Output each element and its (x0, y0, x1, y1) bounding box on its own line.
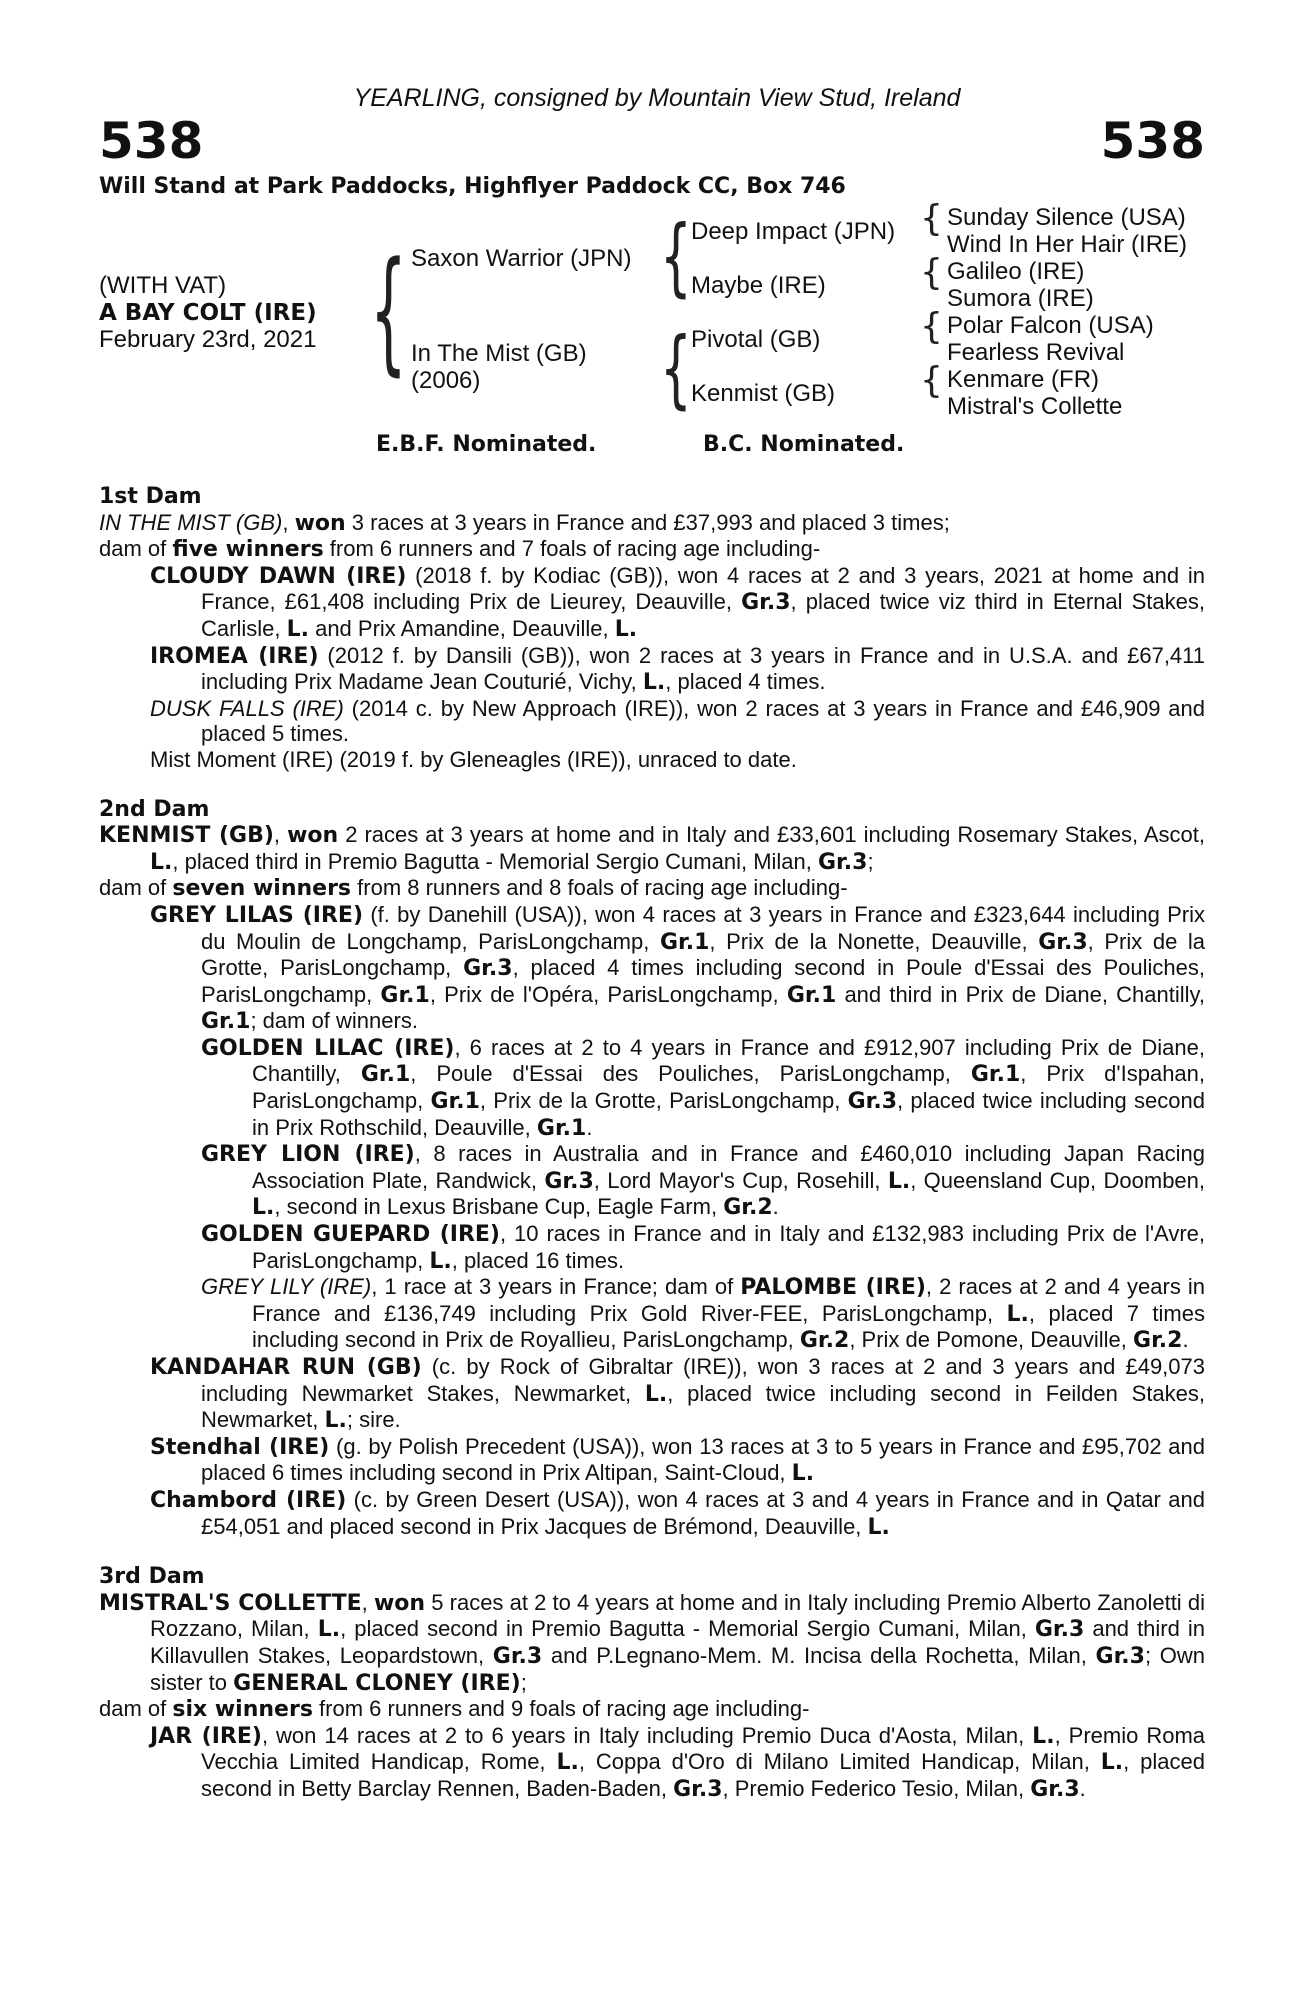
dam-brace: { (660, 319, 692, 418)
third-dam-intro: MISTRAL'S COLLETTE, won 5 races at 2 to 4 years at home and in Italy including Premio Alberto Zanoletti di Rozzano, Milan, L., placed second in Premio Bagutta - Memorial Sergio Cumani, Milan, Gr.3 and third in Killavullen Stakes, Leopardstown, Gr.3 and P.Legnano-Mem. M. Incisa della Rochetta, Milan, Gr.3; Own sister to GENERAL CLONEY (IRE); (99, 1589, 1206, 1696)
ped-ddd: Mistral's Collette (947, 393, 1123, 420)
ped-ssd: Wind In Her Hair (IRE) (947, 231, 1188, 258)
progeny-entry: CLOUDY DAWN (IRE) (2018 f. by Kodiac (GB)), won 4 races at 2 and 3 years, 2021 at home and in France, £61,408 including Prix de Lieurey, Deauville, Gr.3, placed twice viz third in Eternal Stakes, Carlisle, L. and Prix Amandine, Deauville, L. (150, 562, 1205, 642)
ped-dss: Polar Falcon (USA) (947, 312, 1154, 339)
catalogue-body (99, 484, 1205, 1803)
dam-year: (2006) (411, 367, 481, 394)
lot-number-left: 538 (99, 112, 204, 170)
ped-sss: Sunday Silence (USA) (947, 204, 1186, 231)
dam-sire: Pivotal (GB) (691, 326, 821, 353)
sire-sire: Deep Impact (JPN) (691, 218, 896, 245)
lot-name: A BAY COLT (IRE) (99, 300, 317, 326)
dam-name: In The Mist (GB) (411, 340, 587, 367)
sire-brace: { (660, 207, 692, 306)
ped-dds: Kenmare (FR) (947, 366, 1100, 393)
grand-progeny-entry: GREY LION (IRE), 8 races in Australia and in France and £460,010 including Japan Racing Association Plate, Randwick, Gr.3, Lord Mayor's Cup, Rosehill, L., Queensland Cup, Doomben, L., second in Lexus Brisbane Cup, Eagle Farm, Gr.2. (201, 1141, 1206, 1221)
bc-nomination: B.C. Nominated. (703, 432, 905, 457)
ped-sds: Galileo (IRE) (947, 258, 1085, 285)
sire-name: Saxon Warrior (JPN) (411, 245, 632, 272)
sire-dam: Maybe (IRE) (691, 272, 826, 299)
progeny-entry: Stendhal (IRE) (g. by Polish Precedent (USA)), won 13 races at 3 to 5 years in France and £95,702 and placed 6 times including second in Prix Altipan, Saint-Cloud, L. (150, 1433, 1205, 1487)
ebf-nomination: E.B.F. Nominated. (376, 432, 597, 457)
progeny-entry: Chambord (IRE) (c. by Green Desert (USA)), won 4 races at 3 and 4 years in France and in Qatar and £54,051 and placed second in Prix Jacques de Brémond, Deauville, L. (150, 1486, 1205, 1540)
progeny-entry: JAR (IRE), won 14 races at 2 to 6 years in Italy including Premio Duca d'Aosta, Milan, L., Premio Roma Vecchia Limited Handicap, Rome, L., Coppa d'Oro di Milano Limited Handicap, Milan, L., placed second in Betty Barclay Rennen, Baden-Baden, Gr.3, Premio Federico Tesio, Milan, Gr.3. (150, 1722, 1206, 1802)
second-dam-heading: 2nd Dam (99, 796, 210, 822)
vat-note: (WITH VAT) (99, 272, 227, 299)
first-dam-intro: IN THE MIST (GB), won 3 races at 3 years in France and £37,993 and placed 3 times; (99, 509, 950, 536)
pedigree-brace: { (370, 232, 407, 389)
progeny-entry: Mist Moment (IRE) (2019 f. by Gleneagles (IRE)), unraced to date. (150, 746, 797, 772)
first-dam-heading: 1st Dam (99, 484, 202, 509)
brace-3: { (920, 306, 943, 347)
ped-dsd: Fearless Revival (947, 339, 1125, 366)
progeny-entry: KANDAHAR RUN (GB) (c. by Rock of Gibraltar (IRE)), won 3 races at 2 and 3 years and £49,073 including Newmarket Stakes, Newmarket, L., placed twice including second in Feilden Stakes, Newmarket, L.; sire. (150, 1354, 1206, 1434)
grand-progeny-entry: GOLDEN GUEPARD (IRE), 10 races in France and in Italy and £132,983 including Prix de l'Avre, ParisLongchamp, L., placed 16 times. (201, 1221, 1205, 1274)
ped-sdd: Sumora (IRE) (947, 285, 1094, 312)
foaling-date: February 23rd, 2021 (99, 326, 317, 353)
progeny-entry: DUSK FALLS (IRE) (2014 c. by New Approach (IRE)), won 2 races at 3 years in France and £46,909 and placed 5 times. (150, 695, 1205, 747)
third-dam-dam-of: dam of six winners from 6 runners and 9 foals of racing age including- (99, 1696, 810, 1723)
brace-4: { (920, 360, 943, 401)
consignment-line: YEARLING, consigned by Mountain View Stud, Ireland (353, 84, 961, 112)
stand-location: Will Stand at Park Paddocks, Highflyer Paddock CC, Box 746 (99, 174, 846, 199)
second-dam-dam-of: dam of seven winners from 8 runners and 8 foals of racing age including- (99, 875, 848, 902)
progeny-entry: IROMEA (IRE) (2012 f. by Dansili (GB)), won 2 races at 3 years in France and in U.S.A. and £67,411 including Prix Madame Jean Couturié, Vichy, L., placed 4 times. (150, 642, 1206, 696)
second-dam-intro: KENMIST (GB), won 2 races at 3 years at home and in Italy and £33,601 including Rosemary Stakes, Ascot, L., placed third in Premio Bagutta - Memorial Sergio Cumani, Milan, Gr.3; (99, 822, 1206, 875)
brace-2: { (920, 252, 943, 293)
dam-dam: Kenmist (GB) (691, 380, 836, 407)
third-dam-heading: 3rd Dam (99, 1564, 205, 1590)
lot-number-right: 538 (1100, 112, 1205, 170)
grand-progeny-entry: GREY LILY (IRE), 1 race at 3 years in France; dam of PALOMBE (IRE), 2 races at 2 and 4 years in France and £136,749 including Prix Gold River-FEE, ParisLongchamp, L., placed 7 times including second in Prix de Royallieu, ParisLongchamp, Gr.2, Prix de Pomone, Deauville, Gr.2. (201, 1274, 1206, 1354)
progeny-entry: GREY LILAS (IRE) (f. by Danehill (USA)), won 4 races at 3 years in France and £323,644 including Prix du Moulin de Longchamp, ParisLongchamp, Gr.1, Prix de la Nonette, Deauville, Gr.3, Prix de la Grotte, ParisLongchamp, Gr.3, placed 4 times including second in Poule d'Essai des Pouliches, ParisLongchamp, Gr.1, Prix de l'Opéra, ParisLongchamp, Gr.1 and third in Prix de Diane, Chantilly, Gr.1; dam of winners. (150, 901, 1206, 1035)
brace-1: { (920, 198, 943, 239)
grand-progeny-entry: GOLDEN LILAC (IRE), 6 races at 2 to 4 years in France and £912,907 including Prix de Diane, Chantilly, Gr.1, Poule d'Essai des Pouliches, ParisLongchamp, Gr.1, Prix d'Ispahan, ParisLongchamp, Gr.1, Prix de la Grotte, ParisLongchamp, Gr.3, placed twice including second in Prix Rothschild, Deauville, Gr.1. (201, 1034, 1206, 1141)
first-dam-dam-of: dam of five winners from 6 runners and 7 foals of racing age including- (99, 536, 821, 563)
